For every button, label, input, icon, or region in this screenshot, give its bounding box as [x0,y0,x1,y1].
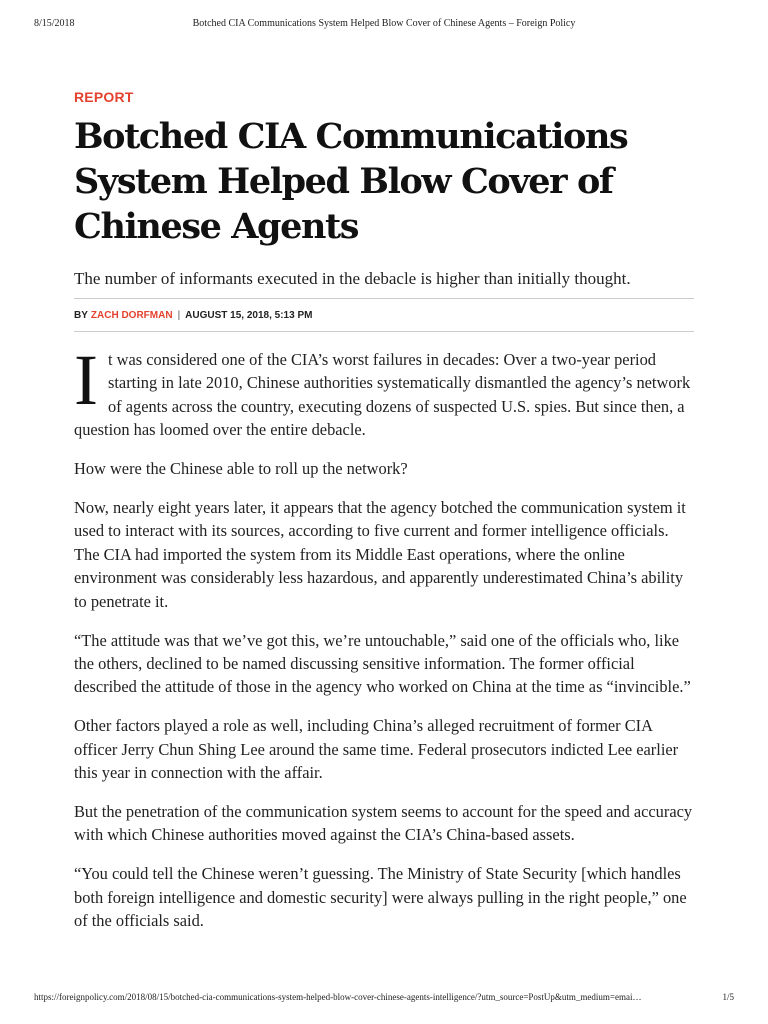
byline-by: BY [74,309,88,321]
byline [74,299,696,331]
paragraph: “You could tell the Chinese weren’t guessing. The Ministry of State Security [which handles both foreign intelligence and domestic security] were always pulling in the right people,” one of the officials said. [74,864,687,931]
paragraph: Other factors played a role as well, including China’s alleged recruitment of former CIA officer Jerry Chun Shing Lee around the same time. Federal prosecutors indicted Lee earlier this year in connection with the affair. [74,716,679,783]
publish-date: AUGUST 15, 2018, 5:13 PM [185,309,313,321]
paragraph: How were the Chinese able to roll up the network? [74,459,408,479]
print-footer [34,992,734,1006]
paragraph: But the penetration of the communication system seems to account for the speed and accuracy with which Chinese authorities moved against the CIA’s China-based assets. [74,802,693,845]
byline-separator: | [177,309,181,321]
page-number: 1/5 [722,992,734,1002]
print-date: 8/15/2018 [34,18,75,29]
paragraph: Now, nearly eight years later, it appears that the agency botched the communication system it used to interact with its sources, according to five current and former intelligence officials. The CIA had imported the system from its Middle East operations, where the online environment was considerably less hazardous, and apparently underestimated China’s ability to penetrate it. [74,498,686,611]
drop-cap: I [74,340,98,420]
article [74,88,696,948]
article-headline: Botched CIA Communications System Helped Blow Cover of Chinese Agents [74,116,628,247]
author-link[interactable]: ZACH DORFMAN [90,309,173,321]
article-body [74,340,696,933]
print-header [34,18,734,32]
print-page-title: Botched CIA Communications System Helped Blow Cover of Chinese Agents – Foreign Policy [192,18,576,29]
section-kicker[interactable]: REPORT [74,89,134,105]
print-url: https://foreignpolicy.com/2018/08/15/botched-cia-communications-system-helped-blow-cover-chinese-agents-intelligence/?utm_source=PostUp&utm_medium=emai… [34,992,642,1002]
paragraph-1 [74,340,696,442]
article-dek: The number of informants executed in the debacle is higher than initially thought. [74,269,631,288]
byline-bottom-divider [74,331,694,332]
paragraph-1-text: t was considered one of the CIA’s worst failures in decades: Over a two-year period starting in late 2010, Chinese authorities systematically dismantled the agency’s network of agents across the country, executing dozens of suspected U.S. spies. But since then, a question has loomed over the entire debacle. [74,350,691,440]
paragraph: “The attitude was that we’ve got this, we’re untouchable,” said one of the officials who, like the others, declined to be named discussing sensitive information. The former official described the attitude of those in the agency who worked on China at the time as “invincible.” [74,630,691,697]
